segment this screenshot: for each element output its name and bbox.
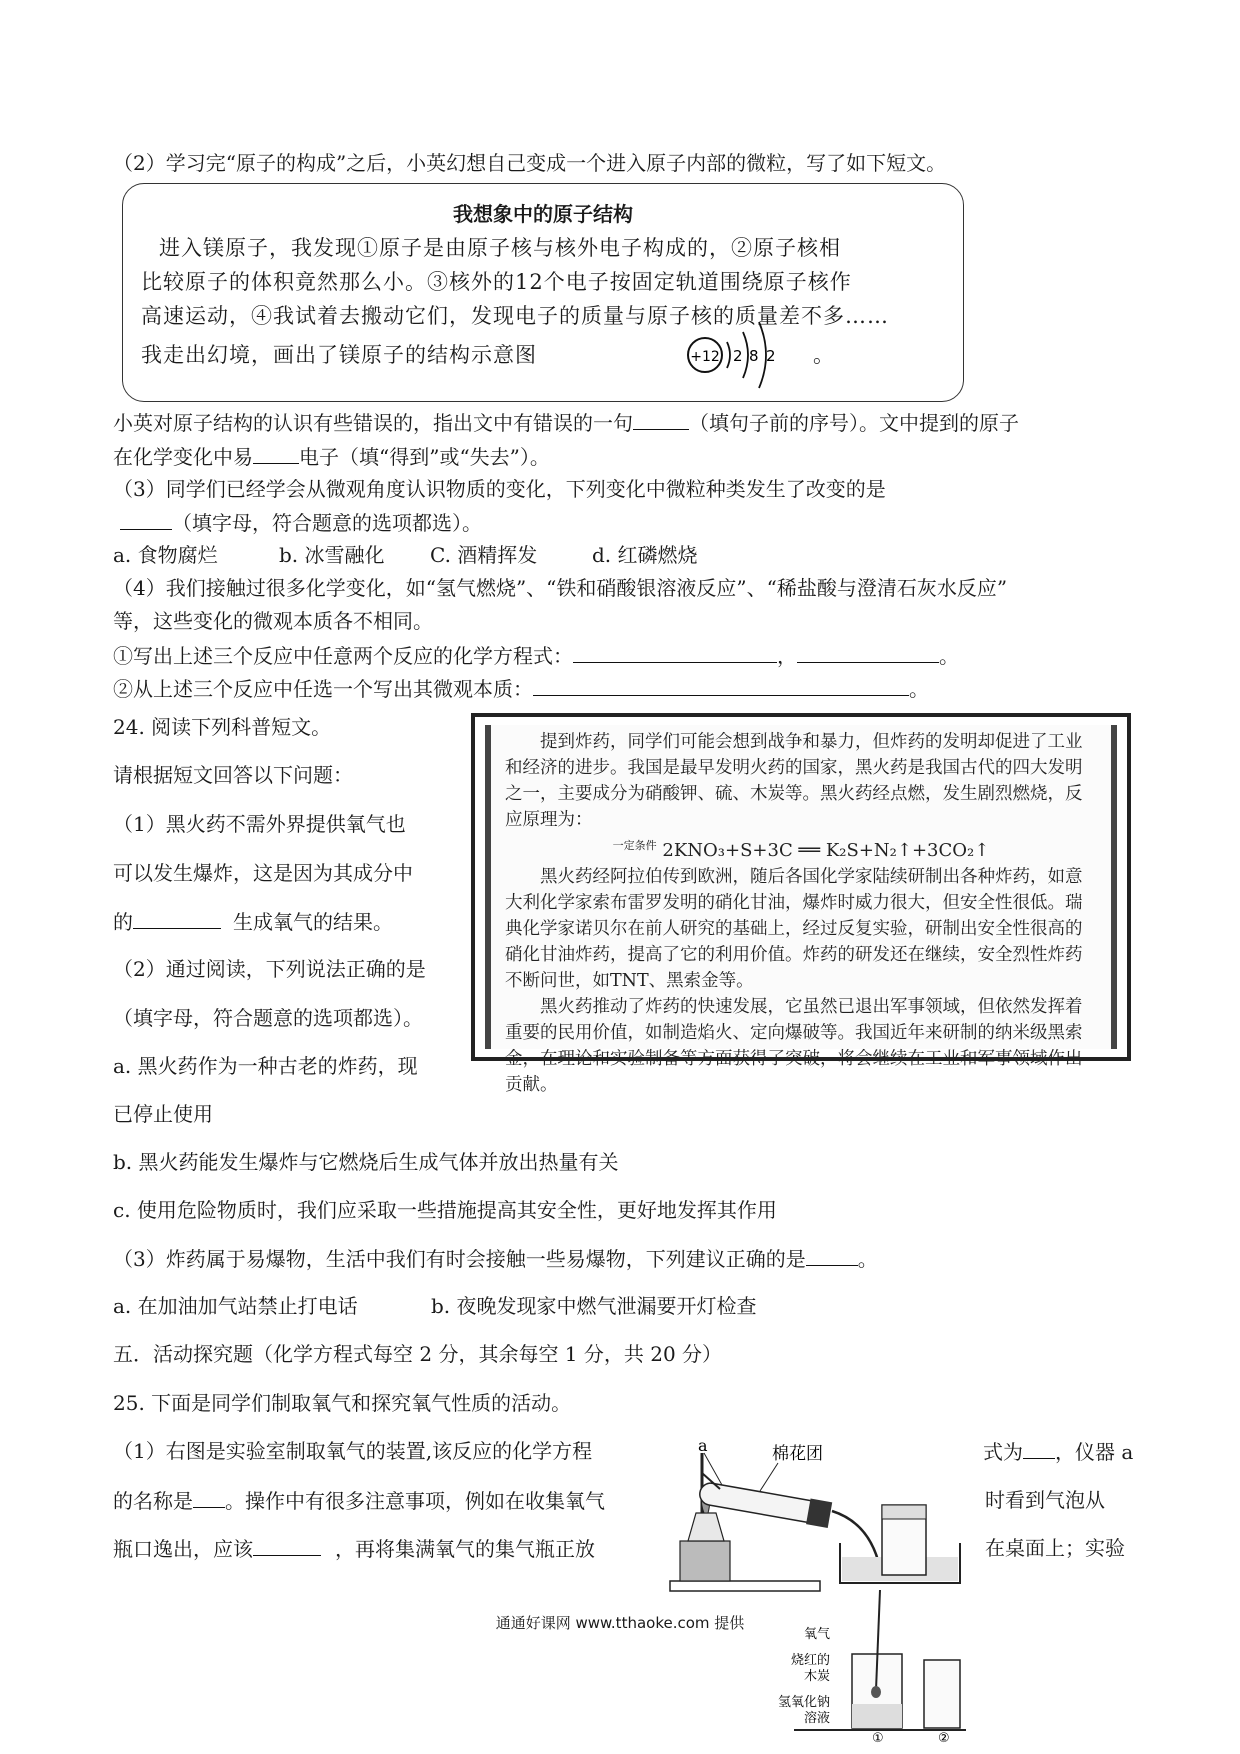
fig2-naoh-label-1: 氢氧化钠 bbox=[777, 1695, 830, 1710]
answer-blank-instrument-a[interactable] bbox=[193, 1485, 225, 1508]
fig2-number-2: ② bbox=[938, 1731, 950, 1746]
answer-blank-oxygen-equation[interactable] bbox=[1023, 1436, 1055, 1459]
q23-part2-question-c: 在化学变化中易 bbox=[113, 445, 253, 469]
answer-blank-explosive-advice[interactable] bbox=[806, 1243, 858, 1266]
shell-3-electrons: 2 bbox=[766, 347, 776, 365]
q24-instruction: 请根据短文回答以下问题： bbox=[113, 763, 353, 787]
q23-part3-hint: （填字母，符合题意的选项都选）。 bbox=[172, 511, 482, 535]
q23-part2-question bbox=[113, 407, 1019, 438]
q23-part4-q1-text: ①写出上述三个反应中任意两个反应的化学方程式： bbox=[113, 644, 573, 668]
page-footer: 通通好课网 www.tthaoke.com 提供 bbox=[495, 1614, 745, 1632]
answer-blank-micro-essence[interactable] bbox=[533, 673, 909, 696]
equation-text: 2KNO₃+S+3C ══ K₂S+N₂↑+3CO₂↑ bbox=[662, 840, 990, 861]
q23-part2-question-a: 小英对原子结构的认识有些错误的，指出文中有错误的一句 bbox=[113, 411, 633, 435]
q24-part3-end: 。 bbox=[857, 1247, 878, 1271]
option-d[interactable]: d. 红磷燃烧 bbox=[592, 543, 698, 567]
q25-line1-right-post: ，仪器 a bbox=[1055, 1440, 1134, 1464]
article-paragraph-1: 提到炸药，同学们可能会想到战争和暴力，但炸药的发明却促进了工业和经济的进步。我国是最早发明火药的国家，黑火药是我国古代的四大发明之一，主要成分为硝酸钾、硫、木炭等。黑火药经点燃，发生剧烈燃烧，反应原理为： bbox=[505, 732, 1083, 830]
science-article bbox=[485, 725, 1117, 1095]
fig2-naoh-label-2: 溶液 bbox=[803, 1711, 830, 1726]
article-paragraph-3: 黑火药推动了炸药的快速发展，它虽然已退出军事领域，但依然发挥着重要的民用价值，如制造焰火、定向爆破等。我国近年来研制的纳米级黑索金，在理论和实验制备等方面获得了突破，将会继续在工业和军事领域作出贡献。 bbox=[505, 997, 1083, 1095]
q24-part2-a: （2）通过阅读，下列说法正确的是 bbox=[113, 957, 426, 981]
q24-part3-text: （3）炸药属于易爆物，生活中我们有时会接触一些易爆物，下列建议正确的是 bbox=[113, 1247, 806, 1271]
q24-part2-b: （填字母，符合题意的选项都选）。 bbox=[113, 1006, 423, 1030]
answer-blank-oxygen-source[interactable] bbox=[133, 906, 221, 929]
story-line-3: 高速运动，④我试着去搬动它们，发现电子的质量与原子核的质量差不多…… bbox=[141, 304, 889, 328]
q24-part3-option-b[interactable]: b. 夜晚发现家中燃气泄漏要开灯检查 bbox=[431, 1294, 757, 1318]
story-line-1: 进入镁原子，我发现①原子是由原子核与核外电子构成的，②原子核相 bbox=[159, 236, 841, 260]
story-line-4 bbox=[141, 339, 537, 369]
story-line-4-end: 。 bbox=[813, 343, 835, 367]
q23-part4-q1-end: 。 bbox=[939, 644, 959, 668]
story-line-2: 比较原子的体积竟然那么小。③核外的12个电子按固定轨道围绕原子核作 bbox=[141, 270, 852, 294]
q24-option-b[interactable]: b. 黑火药能发生爆炸与它燃烧后生成气体并放出热量有关 bbox=[113, 1150, 619, 1174]
q23-part3-question-2 bbox=[120, 507, 482, 538]
option-c[interactable]: C. 酒精挥发 bbox=[430, 543, 538, 567]
magnesium-atom-diagram bbox=[685, 312, 805, 392]
q23-part4-q2-end: 。 bbox=[909, 677, 929, 701]
q24-part1-c-post: 生成氧气的结果。 bbox=[233, 910, 393, 934]
q23-part3-options bbox=[113, 540, 698, 570]
q23-part2-question-2 bbox=[113, 441, 550, 472]
equation-condition: 一定条件 bbox=[612, 839, 657, 852]
q25-line3-right: 在桌面上；实验 bbox=[985, 1536, 1125, 1560]
fig2-number-1: ① bbox=[872, 1731, 884, 1746]
q24-part1-c bbox=[113, 906, 393, 937]
q25-line2-right: 时看到气泡从 bbox=[985, 1488, 1105, 1512]
q23-part4-q1 bbox=[113, 640, 959, 671]
q24-option-a-1[interactable]: a. 黑火药作为一种古老的炸药，现 bbox=[113, 1054, 418, 1078]
article-equation bbox=[505, 833, 1097, 864]
answer-blank-collection-step[interactable] bbox=[253, 1533, 321, 1556]
q23-part4-q2-text: ②从上述三个反应中任选一个写出其微观本质： bbox=[113, 677, 533, 701]
article-paragraph-2: 黑火药经阿拉伯传到欧洲，随后各国化学家陆续研制出各种炸药，如意大利化学家索布雷罗发明的硝化甘油，爆炸时威力很大，但安全性很低。瑞典化学家诺贝尔在前人研究的基础上，经过反复实验，研制出安全性很高的硝化甘油炸药，提高了它的利用价值。炸药的研发还在继续，安全烈性炸药不断问世，如TNT、黑索金等。 bbox=[505, 867, 1083, 991]
q25-title: 25. 下面是同学们制取氧气和探究氧气性质的活动。 bbox=[113, 1391, 572, 1415]
q23-part2-intro: （2）学习完“原子的构成”之后，小英幻想自己变成一个进入原子内部的微粒，写了如下短文。 bbox=[113, 151, 947, 175]
q24-part3-options bbox=[113, 1291, 757, 1321]
q24-part3-option-a[interactable]: a. 在加油加气站禁止打电话 bbox=[113, 1294, 358, 1318]
q24-part1-c-pre: 的 bbox=[113, 910, 133, 934]
q23-part4-q2 bbox=[113, 673, 929, 704]
charcoal-oxygen-apparatus bbox=[777, 1580, 970, 1746]
answer-blank-equation-1[interactable] bbox=[573, 640, 777, 663]
q23-part2-question-d: 电子（填“得到”或“失去”）。 bbox=[299, 445, 550, 469]
q23-part4-q1-sep: ， bbox=[777, 644, 797, 668]
answer-blank-equation-2[interactable] bbox=[797, 640, 939, 663]
shell-1-electrons: 2 bbox=[733, 347, 743, 365]
cotton-label: 棉花团 bbox=[772, 1444, 823, 1464]
answer-blank-error-sentence[interactable] bbox=[633, 407, 689, 430]
q25-line2-left-post: 。操作中有很多注意事项，例如在收集氧气 bbox=[225, 1489, 605, 1513]
q24-part1-a: （1）黑火药不需外界提供氧气也 bbox=[113, 812, 406, 836]
option-b[interactable]: b. 冰雪融化 bbox=[279, 543, 385, 567]
q23-part4-intro: （4）我们接触过很多化学变化，如“氢气燃烧”、“铁和硝酸银溶液反应”、“稀盐酸与澄清石灰水反应” bbox=[113, 576, 1008, 600]
oxygen-generation-apparatus bbox=[660, 1433, 960, 1603]
fig2-charcoal-label-1: 烧红的 bbox=[790, 1653, 830, 1668]
answer-blank-electron[interactable] bbox=[253, 441, 299, 464]
q25-line1-right bbox=[983, 1436, 1133, 1467]
fig2-oxygen-label: 氧气 bbox=[803, 1627, 830, 1642]
q24-part3 bbox=[113, 1243, 878, 1274]
q25-line3-left-post: ，再将集满氧气的集气瓶正放 bbox=[335, 1537, 595, 1561]
q24-title: 24. 阅读下列科普短文。 bbox=[113, 715, 332, 739]
shell-2-electrons: 8 bbox=[749, 347, 759, 365]
q23-part3-question: （3）同学们已经学会从微观角度认识物质的变化，下列变化中微粒种类发生了改变的是 bbox=[113, 477, 886, 501]
answer-blank-part3[interactable] bbox=[120, 507, 172, 530]
nucleus-label: +12 bbox=[690, 349, 720, 365]
q25-line2-left-text: 的名称是 bbox=[113, 1489, 193, 1513]
q25-line3-left-text: 瓶口逸出，应该 bbox=[113, 1537, 253, 1561]
q24-option-a-2: 已停止使用 bbox=[113, 1102, 213, 1126]
q25-line2-left bbox=[113, 1485, 605, 1516]
option-a[interactable]: a. 食物腐烂 bbox=[113, 543, 218, 567]
story-line-4-text: 我走出幻境，画出了镁原子的结构示意图 bbox=[141, 343, 537, 367]
q25-line1-right-pre: 式为 bbox=[983, 1440, 1023, 1464]
story-title: 我想象中的原子结构 bbox=[453, 202, 633, 226]
q23-part4-intro-2: 等，这些变化的微观本质各不相同。 bbox=[113, 609, 433, 633]
instrument-a-label: a bbox=[698, 1436, 708, 1455]
q25-line3-left bbox=[113, 1533, 595, 1564]
q24-option-c[interactable]: c. 使用危险物质时，我们应采取一些措施提高其安全性，更好地发挥其作用 bbox=[113, 1198, 777, 1222]
q23-part2-question-b: （填句子前的序号）。文中提到的原子 bbox=[689, 411, 1019, 435]
science-article-box bbox=[471, 713, 1131, 1095]
fig2-charcoal-label-2: 木炭 bbox=[803, 1669, 830, 1684]
story-box bbox=[122, 183, 964, 402]
section-5-title: 五．活动探究题（化学方程式每空 2 分，其余每空 1 分，共 20 分） bbox=[113, 1342, 723, 1366]
q24-part1-b: 可以发生爆炸，这是因为其成分中 bbox=[113, 861, 413, 885]
q25-line1-left: （1）右图是实验室制取氧气的装置,该反应的化学方程 bbox=[113, 1439, 593, 1463]
